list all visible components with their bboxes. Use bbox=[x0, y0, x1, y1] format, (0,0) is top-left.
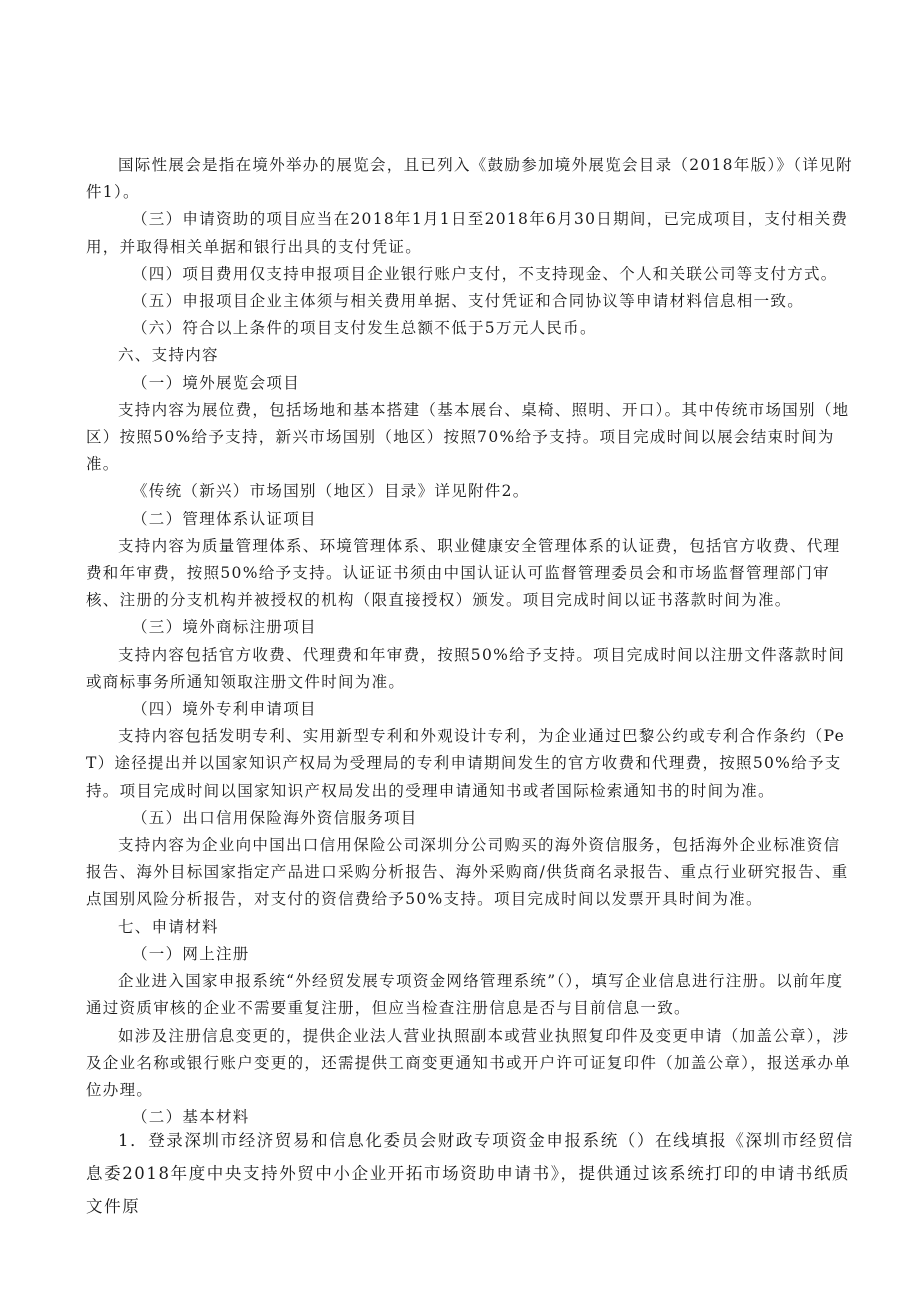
paragraph: 七、申请材料 bbox=[118, 917, 219, 936]
paragraph: （五）申报项目企业主体须与相关费用单据、支付凭证和合同协议等申请材料信息相一致。 bbox=[132, 292, 805, 311]
paragraph: 国际性展会是指在境外举办的展览会，且已列入《鼓励参加境外展览会目录（2018年版）》（详见附件1）。 bbox=[86, 156, 853, 202]
paragraph: （一）网上注册 bbox=[132, 944, 250, 963]
paragraph: 支持内容为展位费，包括场地和基本搭建（基本展台、桌椅、照明、开口）。其中传统市场国别（地区）按照50%给予支持，新兴市场国别（地区）按照70%给予支持。项目完成时间以展会结束时间为准。 bbox=[86, 400, 850, 474]
paragraph: （三）境外商标注册项目 bbox=[132, 618, 317, 637]
paragraph: 支持内容包括发明专利、实用新型专利和外观设计专利，为企业通过巴黎公约或专利合作条约（PeT）途径提出并以国家知识产权局为受理局的专利申请期间发生的官方收费和代理费，按照50%给予支持。项目完成时间以国家知识产权局发出的受理申请通知书或者国际检索通知书的时间为准。 bbox=[86, 727, 846, 800]
paragraph: 六、支持内容 bbox=[118, 346, 219, 365]
paragraph: （四）境外专利申请项目 bbox=[132, 700, 317, 719]
paragraph: 支持内容为企业向中国出口信用保险公司深圳分公司购买的海外资信服务，包括海外企业标准资信报告、海外目标国家指定产品进口采购分析报告、海外采购商/供货商名录报告、重点行业研究报告、重点国别风险分析报告，对支付的资信费给予50%支持。项目完成时间以发票开具时间为准。 bbox=[86, 836, 849, 909]
paragraph: （一）境外展览会项目 bbox=[132, 373, 301, 392]
paragraph: 支持内容包括官方收费、代理费和年审费，按照50%给予支持。项目完成时间以注册文件落款时间或商标事务所通知领取注册文件时间为准。 bbox=[86, 645, 846, 691]
paragraph: 如涉及注册信息变更的，提供企业法人营业执照副本或营业执照复印件及变更申请（加盖公章），涉及企业名称或银行账户变更的，还需提供工商变更通知书或开户许可证复印件（加盖公章），报送承办单位办理。 bbox=[86, 1026, 852, 1099]
paragraph: 《传统（新兴）市场国别（地区）目录》详见附件2。 bbox=[132, 482, 530, 501]
document-body bbox=[86, 152, 856, 1131]
paragraph: （六）符合以上条件的项目支付发生总额不低于5万元人民币。 bbox=[132, 319, 597, 338]
paragraph: 支持内容为质量管理体系、环境管理体系、职业健康安全管理体系的认证费，包括官方收费、代理费和年审费，按照50%给予支持。认证证书须由中国认证认可监督管理委员会和市场监督管理部门审核、注册的分支机构并被授权的机构（限直接授权）颁发。项目完成时间以证书落款时间为准。 bbox=[86, 536, 841, 610]
paragraph: （五）出口信用保险海外资信服务项目 bbox=[132, 808, 418, 827]
paragraph: （四）项目费用仅支持申报项目企业银行账户支付，不支持现金、个人和关联公司等支付方式。 bbox=[132, 264, 838, 283]
paragraph: （二）基本材料 bbox=[132, 1108, 250, 1127]
paragraph: 企业进入国家申报系统“外经贸发展专项资金网络管理系统”（），填写企业信息进行注册。以前年度通过资质审核的企业不需要重复注册，但应当检查注册信息是否与目前信息一致。 bbox=[86, 972, 844, 1018]
paragraph: （二）管理体系认证项目 bbox=[132, 509, 317, 528]
paragraph-basic-materials-1: 1．登录深圳市经济贸易和信息化委员会财政专项资金申报系统（）在线填报《深圳市经贸信息委2018年度中央支持外贸中小企业开拓市场资助申请书》，提供通过该系统打印的申请书纸质文件原 bbox=[86, 1131, 855, 1216]
paragraph: （三）申请资助的项目应当在2018年1月1日至2018年6月30日期间，已完成项目，支付相关费用，并取得相关单据和银行出具的支付凭证。 bbox=[86, 210, 849, 256]
